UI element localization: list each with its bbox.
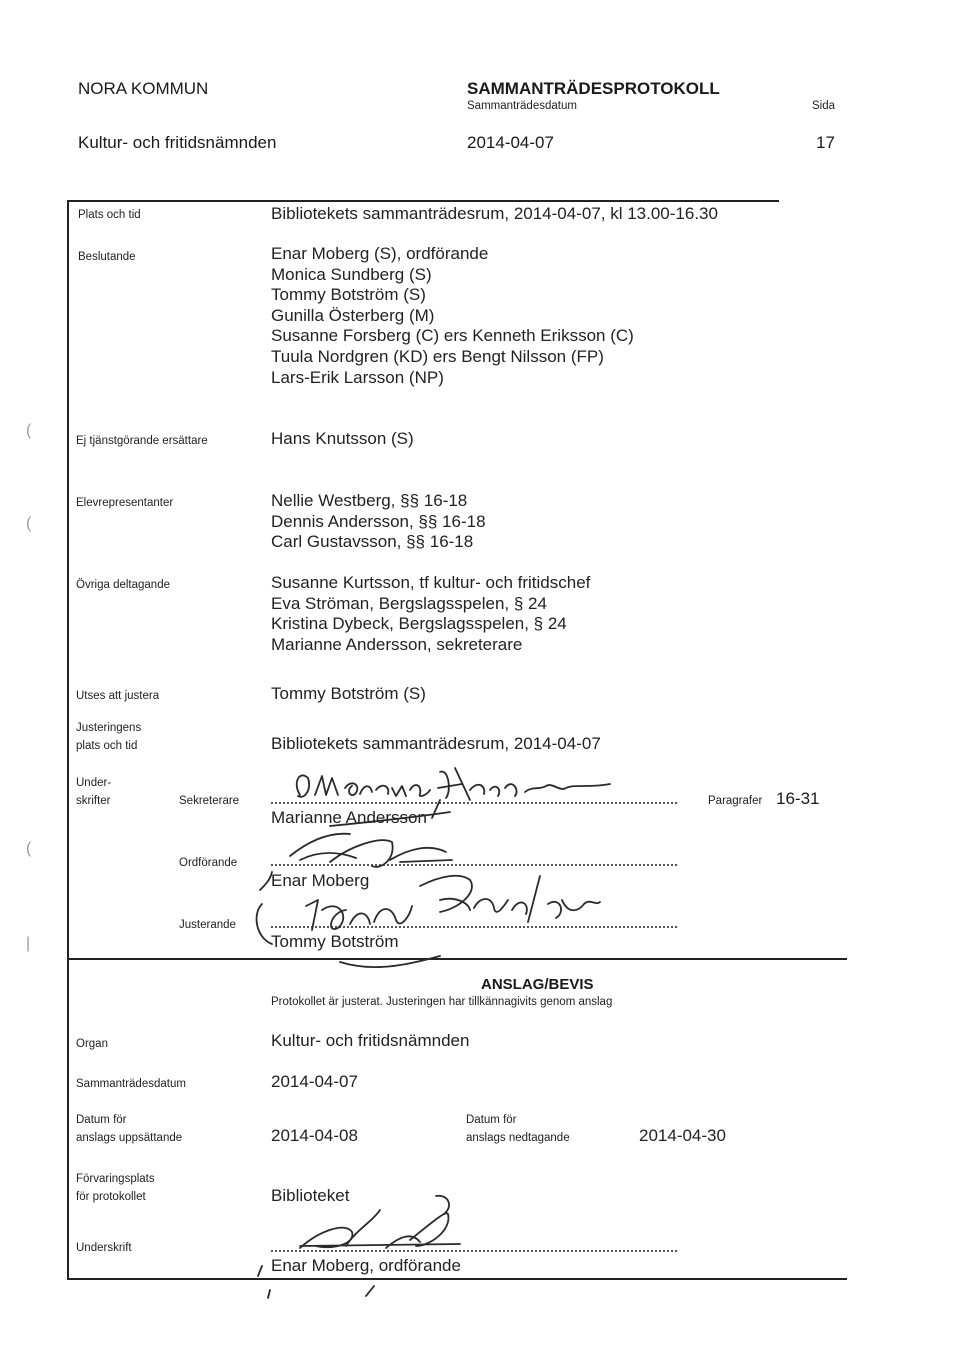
list-item: Marianne Andersson, sekreterare (271, 634, 523, 654)
substitutes: Hans Knutsson (S) (271, 429, 414, 448)
meeting-date: 2014-04-07 (467, 133, 554, 152)
student-reps-list (271, 491, 486, 553)
adjust-place: Bibliotekets sammanträdesrum, 2014-04-07 (271, 734, 601, 753)
list-item: Nellie Westberg, §§ 16-18 (271, 491, 468, 510)
storage-place: Biblioteket (271, 1186, 350, 1205)
list-item: Lars-Erik Larsson (NP) (271, 367, 444, 387)
adjuster: Tommy Botström (S) (271, 684, 426, 703)
list-item: Susanne Forsberg (C) ers Kenneth Eriksson (C) (271, 326, 634, 346)
adjust-place-label-line: plats och tid (76, 740, 138, 752)
paragraphs-label: Paragrafer (708, 795, 763, 807)
page-number: 17 (816, 133, 835, 152)
adjuster-name: Tommy Botström (271, 932, 399, 951)
bottom-frame-line (67, 1278, 847, 1280)
storage-label-line: för protokollet (76, 1191, 146, 1203)
list-item: Monica Sundberg (S) (271, 264, 432, 284)
margin-mark: ( (26, 515, 32, 532)
chair-label: Ordförande (179, 857, 238, 869)
left-frame-line (67, 200, 69, 1280)
list-item: Eva Ströman, Bergslagsspelen, § 24 (271, 593, 547, 613)
signatures-label-line: Under- (76, 777, 112, 789)
signature-name: Enar Moberg, ordförande (271, 1256, 461, 1275)
organ-label: Organ (76, 1038, 108, 1050)
list-item: Dennis Andersson, §§ 16-18 (271, 511, 486, 531)
list-item: Tuula Nordgren (KD) ers Bengt Nilsson (FP) (271, 346, 604, 366)
removed-label-line: Datum för (466, 1114, 517, 1126)
adjuster-label: Utses att justera (76, 690, 160, 702)
list-item: Susanne Kurtsson, tf kultur- och fritidschef (271, 573, 591, 592)
margin-mark: ( (26, 422, 32, 439)
adjust-place-label-line: Justeringens (76, 722, 142, 734)
adjuster-signature-line (271, 926, 677, 928)
student-reps-label: Elevrepresentanter (76, 497, 174, 509)
substitutes-label: Ej tjänstgörande ersättare (76, 435, 208, 447)
notice-meeting-date: 2014-04-07 (271, 1072, 358, 1091)
notice-signature-line (271, 1250, 677, 1252)
notice-title: ANSLAG/BEVIS (481, 976, 594, 993)
list-item: Gunilla Österberg (M) (271, 305, 435, 325)
adjust-place-label (76, 719, 141, 755)
others-label: Övriga deltagande (76, 579, 170, 591)
removed-label-line: anslags nedtagande (466, 1132, 570, 1144)
posted-label-line: Datum för (76, 1114, 127, 1126)
storage-label-line: Förvaringsplats (76, 1173, 155, 1185)
storage-label (76, 1170, 155, 1206)
list-item: Kristina Dybeck, Bergslagsspelen, § 24 (271, 614, 567, 634)
paragraphs: 16-31 (776, 789, 820, 808)
deciding-label: Beslutande (78, 251, 136, 263)
posted-label-line: anslags uppsättande (76, 1132, 183, 1144)
margin-mark: ( (26, 840, 32, 857)
page-label: Sida (812, 100, 836, 112)
margin-mark: | (26, 935, 31, 952)
removed-date: 2014-04-30 (639, 1126, 726, 1145)
removed-date-label (466, 1111, 570, 1147)
secretary-label: Sekreterare (179, 795, 240, 807)
list-item: Tommy Botström (S) (271, 285, 426, 305)
chair-signature-line (271, 864, 677, 866)
section-divider (67, 958, 847, 960)
signature-label: Underskrift (76, 1242, 132, 1254)
signatures-label-line: skrifter (76, 795, 111, 807)
secretary-name: Marianne Andersson (271, 808, 427, 827)
list-item: Enar Moberg (S), ordförande (271, 244, 489, 263)
secretary-signature-line (271, 802, 677, 804)
posted-date: 2014-04-08 (271, 1126, 358, 1145)
adjuster-sign-label: Justerande (179, 919, 236, 931)
place-time: Bibliotekets sammanträdesrum, 2014-04-07, kl 13.00-16.30 (271, 204, 718, 223)
notice-statement: Protokollet är justerat. Justeringen har tillkännagivits genom anslag (271, 996, 613, 1008)
committee-name: Kultur- och fritidsnämnden (78, 133, 277, 152)
place-time-label: Plats och tid (78, 209, 141, 221)
municipality-name: NORA KOMMUN (78, 79, 209, 98)
document-type: SAMMANTRÄDESPROTOKOLL (467, 79, 720, 98)
date-label: Sammanträdesdatum (467, 100, 577, 112)
meeting-date-label: Sammanträdesdatum (76, 1078, 186, 1090)
top-frame-line (67, 200, 779, 202)
list-item: Carl Gustavsson, §§ 16-18 (271, 532, 474, 552)
signatures-label (76, 774, 111, 810)
posted-date-label (76, 1111, 182, 1147)
organ: Kultur- och fritidsnämnden (271, 1031, 470, 1050)
others-list (271, 573, 590, 655)
chair-name: Enar Moberg (271, 871, 370, 890)
deciding-list (271, 244, 634, 388)
